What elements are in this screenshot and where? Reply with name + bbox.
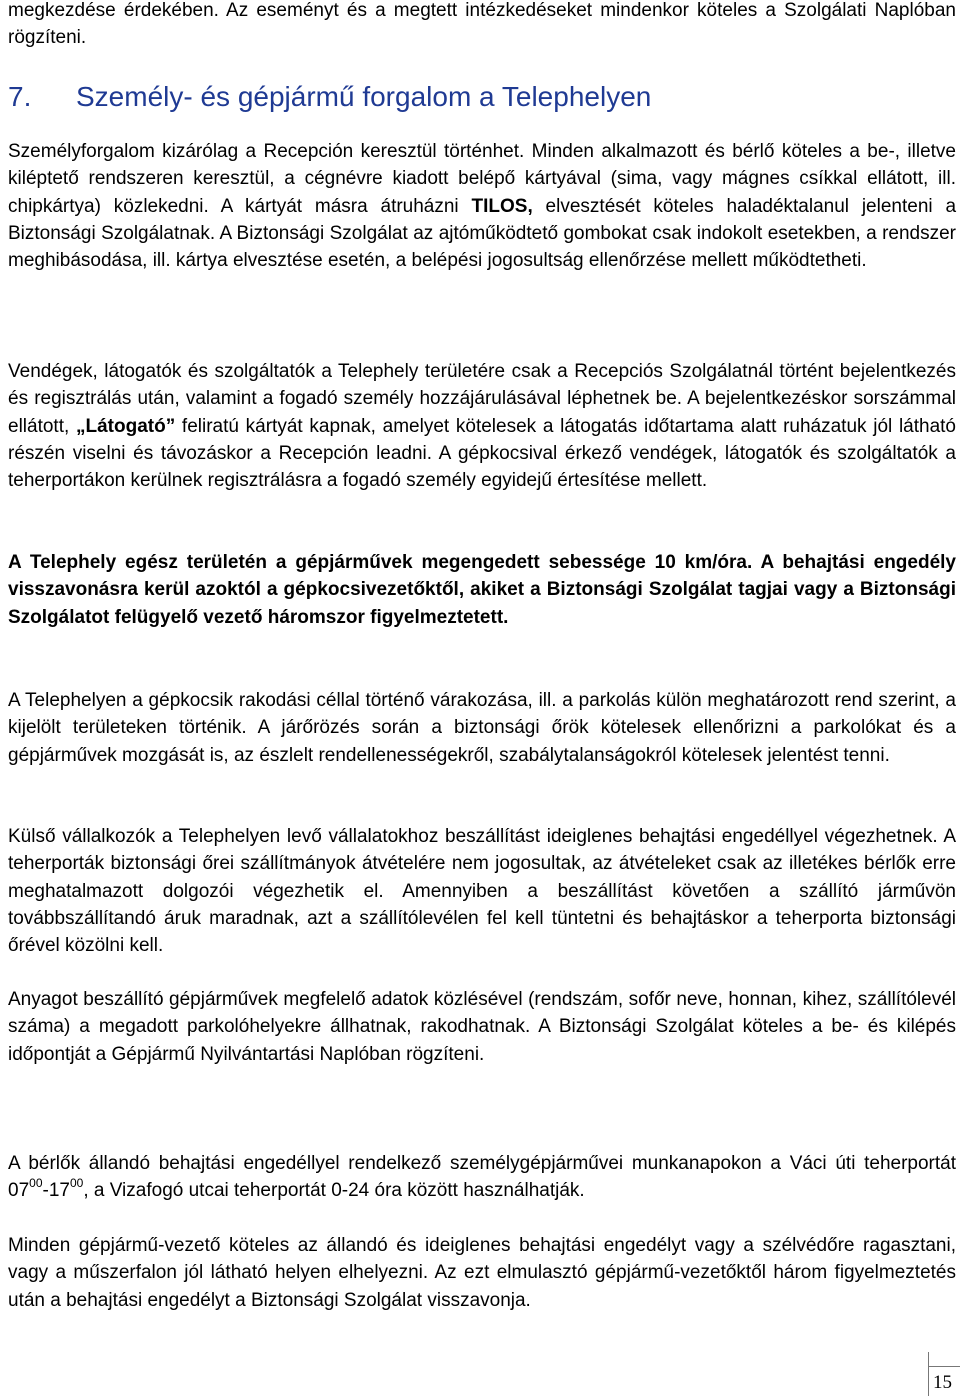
- p1-text-a: Személyforgalom kizárólag a Recepción keresztül történhet. Minden alkalmazott és bérlő köteles a be-, illetve kiléptető rendszeren keresztül, a cégnévre kiadott belépő kártyával (sima, vagy mágnes csíkkal ellátott, ill. chipkártya) közlekedni. A kártyát másra átruházni: [8, 141, 956, 217]
- paragraph-personal-traffic: [8, 138, 956, 274]
- top-paragraph: megkezdése érdekében. Az eseményt és a megtett intézkedéseket mindenkor köteles a Szolgálati Naplóban rögzíteni.: [8, 0, 956, 49]
- section-heading: [8, 80, 651, 114]
- p7-text-a: A bérlők állandó behajtási engedéllyel rendelkező személygépjárművei munkanapokon a Váci úti teherportát 07: [8, 1153, 956, 1202]
- paragraph-deliveries: Anyagot beszállító gépjárművek megfelelő adatok közlésével (rendszám, sofőr neve, honnan, kihez, szállítólevél száma) a megadott parkolóhelyekre állhatnak, rakodhatnak. A Biztonsági Szolgálat köteles a be- és kilépés időpontját a Gépjármű Nyilvántartási Naplóban rögzíteni.: [8, 989, 956, 1065]
- paragraph-parking: A Telephelyen a gépkocsik rakodási céllal történő várakozása, ill. a parkolás külön meghatározott rend szerint, a kijelölt területeken történik. A járőrözés során a biztonsági őrök kötelesek ellenőrizni a parkolókat és a gépjárművek mozgását is, az észlelt rendellenességekről, szabálytalanságokról kötelesek jelentést tenni.: [8, 690, 956, 766]
- section-title: Személy- és gépjármű forgalom a Telephelyen: [76, 81, 652, 112]
- section-number: 7.: [8, 81, 32, 112]
- p7-text-c: , a Vizafogó utcai teherportát 0-24 óra között használhatják.: [83, 1180, 585, 1202]
- page-number-rule-horizontal: [928, 1366, 960, 1367]
- page-number: 15: [933, 1372, 952, 1393]
- p7-sup-2: 00: [69, 1176, 84, 1191]
- paragraph-contractors: Külső vállalkozók a Telephelyen levő vállalatokhoz beszállítást ideiglenes behajtási engedéllyel végezhetnek. A teherporták biztonsági őrei szállítmányok átvételére nem jogosultak, az átvételeket csak az illetékes bérlők erre meghatalmazott dolgozói végezhetik el. Amennyiben a beszállítást követően a szállító járművön továbbszállítandó áruk maradnak, azt a szállítólevélen fel kell tüntetni és behajtáskor a teherporta biztonsági őrével közölni kell.: [8, 826, 956, 957]
- p1-text-c: elvesztését köteles haladéktalanul jelenteni a Biztonsági Szolgálatnak. A Biztonsági Szolgálat az ajtóműködtető gombokat csak indokolt esetekben, a rendszer meghibásodása, ill. kártya elvesztése esetén, a belépési jogosultság ellenőrzése mellett működtetheti.: [8, 195, 957, 272]
- p1-bold-tilos: TILOS,: [471, 195, 533, 217]
- p7-sup-1: 00: [29, 1176, 43, 1191]
- paragraph-tenant-vehicles: [8, 1150, 956, 1205]
- p7-text-b: -17: [42, 1180, 70, 1202]
- p2-text-c: feliratú kártyát kapnak, amelyet kötelesek a látogatás időtartama alatt ruházatuk jól látható részén viselni és távozáskor a Recepción leadni. A gépkocsival érkező vendégek, látogatók és szolgáltatók a teherportákon kerülnek regisztrálásra a fogadó személy egyidejű értesítése mellett.: [8, 415, 957, 492]
- paragraph-permit-display: Minden gépjármű-vezető köteles az állandó és ideiglenes behajtási engedélyt vagy a szélvédőre ragasztani, vagy a műszerfalon jól látható helyen elhelyezni. Az ezt elmulasztó gépjármű-vezetőktől három figyelmeztetés után a behajtási engedélyt a Biztonsági Szolgálat visszavonja.: [8, 1235, 956, 1311]
- paragraph-visitors: [8, 358, 956, 494]
- paragraph-speed-limit: A Telephely egész területén a gépjárművek megengedett sebessége 10 km/óra. A behajtási engedély visszavonásra kerül azoktól a gépkocsivezetőktől, akiket a Biztonsági Szolgálat tagjai vagy a Biztonsági Szolgálatot felügyelő vezető háromszor figyelmeztetett.: [8, 552, 956, 628]
- page-number-rule-vertical: [928, 1352, 929, 1396]
- p2-bold-latogato: „Látogató”: [75, 415, 176, 437]
- p2-text-a: Vendégek, látogatók és szolgáltatók a Telephely területére csak a Recepciós Szolgálatnál történt bejelentkezés és regisztrálás után, valamint a fogadó személy hozzájárulásával léphetnek be. A bejelentkezéskor sorszámmal ellátott,: [8, 361, 956, 437]
